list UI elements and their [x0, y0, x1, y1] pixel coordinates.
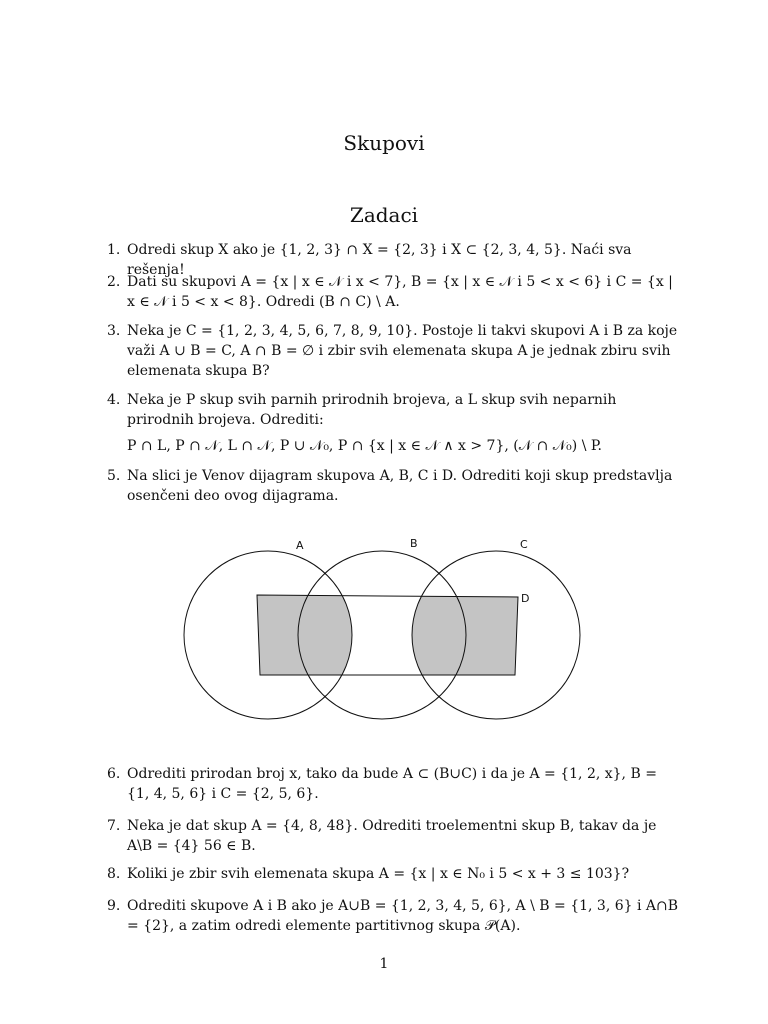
task-number: 2.	[107, 274, 121, 290]
task-number: 3.	[107, 323, 121, 339]
set-c-label: C	[520, 538, 528, 551]
task-text: Na slici je Venov dijagram skupova A, B, C i D. Odrediti koji skup predstavlja osenčeni deo ovog dijagrama.	[127, 468, 673, 504]
set-b-label: B	[410, 537, 418, 550]
set-d-label: D	[521, 592, 530, 605]
task-text: Neka je C = {1, 2, 3, 4, 5, 6, 7, 8, 9, 10}. Postoje li takvi skupovi A i B za koje važi A ∪ B = C, A ∩ B = ∅ i zbir svih elemenata skupa A je jednak zbiru svih elemenata skupa B?	[127, 323, 678, 379]
task-item	[107, 390, 679, 456]
task-formula: P ∩ L, P ∩ 𝒩, L ∩ 𝒩, P ∪ 𝒩₀, P ∩ {x | x ∈ 𝒩 ∧ x > 7}, (𝒩 ∩ 𝒩₀) \ P.	[127, 438, 602, 454]
task-item	[107, 816, 679, 856]
task-item	[107, 321, 679, 381]
task-text: Odrediti prirodan broj x, tako da bude A ⊂ (B∪C) i da je A = {1, 2, x}, B = {1, 4, 5, 6} i C = {2, 5, 6}.	[127, 766, 657, 802]
task-item	[107, 896, 679, 936]
task-number: 6.	[107, 766, 121, 782]
venn-diagram	[182, 535, 586, 731]
task-number: 4.	[107, 392, 121, 408]
task-text: Dati su skupovi A = {x | x ∈ 𝒩 i x < 7}, B = {x | x ∈ 𝒩 i 5 < x < 6} i C = {x | x ∈ 𝒩 i 5 < x < 8}. Odredi (B ∩ C) \ A.	[127, 274, 673, 310]
task-text: Koliki je zbir svih elemenata skupa A = {x | x ∈ N₀ i 5 < x + 3 ≤ 103}?	[127, 866, 630, 882]
task-item	[107, 466, 679, 506]
task-number: 7.	[107, 818, 121, 834]
page-number: 1	[379, 956, 389, 972]
section-title: Zadaci	[349, 203, 419, 227]
document-title: Skupovi	[343, 131, 425, 155]
task-text: Neka je dat skup A = {4, 8, 48}. Odrediti troelementni skup B, takav da je A\B = {4} 56 ∈ B.	[127, 818, 657, 854]
task-text: Neka je P skup svih parnih prirodnih brojeva, a L skup svih neparnih prirodnih brojeva. Odrediti:	[127, 392, 617, 428]
task-number: 9.	[107, 898, 121, 914]
task-item	[107, 272, 679, 312]
task-number: 5.	[107, 468, 121, 484]
task-number: 8.	[107, 866, 121, 882]
task-item	[107, 864, 679, 884]
task-text: Odrediti skupove A i B ako je A∪B = {1, 2, 3, 4, 5, 6}, A \ B = {1, 3, 6} i A∩B = {2}, a zatim odredi elemente partitivnog skupa 𝒫(A).	[127, 898, 679, 934]
task-item	[107, 764, 679, 804]
task-number: 1.	[107, 242, 121, 258]
set-a-label: A	[296, 539, 304, 552]
task-text: Odredi skup X ako je {1, 2, 3} ∩ X = {2, 3} i X ⊂ {2, 3, 4, 5}. Naći sva rešenja!	[127, 242, 632, 278]
